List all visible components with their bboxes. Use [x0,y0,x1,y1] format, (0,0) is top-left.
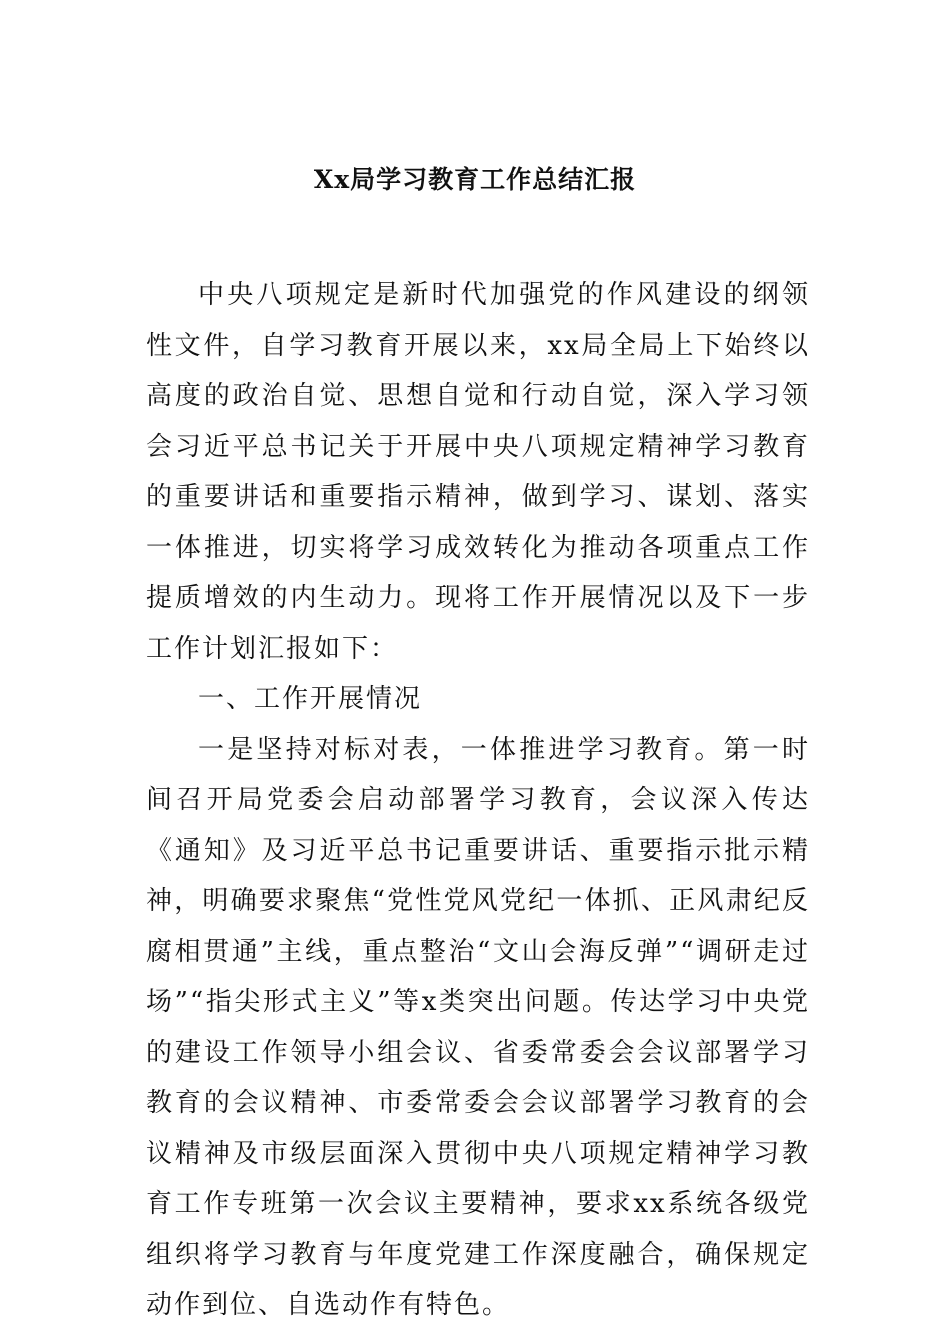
paragraph-point-one: 一是坚持对标对表，一体推进学习教育。第一时间召开局党委会启动部署学习教育，会议深入传达《通知》及习近平总书记重要讲话、重要指示批示精神，明确要求聚焦“党性党风党纪一体抓、正风肃纪反腐相贯通”主线，重点整治“文山会海反弹”“调研走过场”“指尖形式主义”等x类突出问题。传达学习中央党的建设工作领导小组会议、省委常委会会议部署学习教育的会议精神、市委常委会会议部署学习教育的会议精神及市级层面深入贯彻中央八项规定精神学习教育工作专班第一次会议主要精神，要求xx系统各级党组织将学习教育与年度党建工作深度融合，确保规定动作到位、自选动作有特色。 [146,734,810,1320]
paragraph-intro: 中央八项规定是新时代加强党的作风建设的纲领性文件，自学习教育开展以来，xx局全局上下始终以高度的政治自觉、思想自觉和行动自觉，深入学习领会习近平总书记关于开展中央八项规定精神学习教育的重要讲话和重要指示精神，做到学习、谋划、落实一体推进，切实将学习成效转化为推动各项重点工作提质增效的内生动力。现将工作开展情况以及下一步工作计划汇报如下： [146,280,810,664]
section-heading-work-status: 一、工作开展情况 [198,684,423,714]
document-body [146,270,810,1331]
document-title: Xx局学习教育工作总结汇报 [313,165,637,194]
